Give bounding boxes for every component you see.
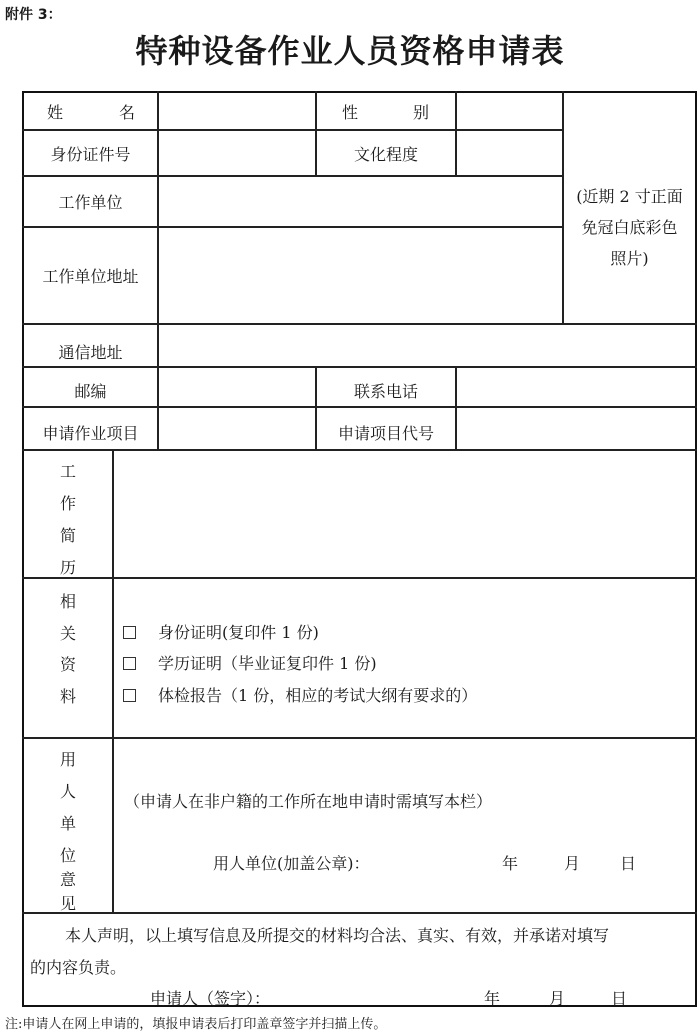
- phone-field[interactable]: [457, 368, 695, 406]
- attachment-label: 附件 3：: [5, 7, 62, 23]
- gender-label-char: 别: [412, 102, 429, 122]
- signature-date-day: 日: [611, 989, 628, 1008]
- employer-opinion-label: [58, 747, 78, 915]
- label-char: 意: [59, 870, 76, 889]
- phone-label: 联系电话: [353, 381, 418, 401]
- apply-code-label: 申请项目代号: [337, 424, 434, 443]
- photo-hint-line2: 免冠白底彩色: [581, 218, 678, 237]
- label-char: 料: [59, 686, 76, 706]
- employer-field[interactable]: [159, 177, 562, 226]
- apply-item-label: 申请作业项目: [42, 424, 139, 443]
- materials-item-education-proof: 学历证明（毕业证复印件 1 份): [158, 654, 377, 673]
- apply-item-field[interactable]: [159, 408, 315, 449]
- id-number-label: 身份证件号: [50, 144, 131, 164]
- name-field[interactable]: [159, 93, 315, 129]
- grid-line: [22, 577, 697, 579]
- label-char: 关: [59, 623, 76, 643]
- employer-address-field[interactable]: [159, 228, 562, 323]
- label-char: 人: [59, 782, 76, 801]
- signature-label: 申请人（签字）：: [150, 989, 271, 1008]
- postcode-label: 邮编: [74, 381, 107, 401]
- name-label-char: 名: [118, 102, 135, 122]
- label-char: 相: [59, 592, 76, 611]
- employer-label: 工作单位: [58, 193, 123, 212]
- label-char: 历: [59, 558, 76, 577]
- name-label: [24, 93, 157, 129]
- work-history-field[interactable]: [114, 451, 695, 577]
- materials-label: [58, 589, 78, 715]
- materials-item-medical-report: 体检报告（1 份，相应的考试大纲有要求的）: [158, 686, 478, 705]
- label-char: 用: [59, 750, 76, 769]
- label-char: 资: [59, 655, 76, 674]
- postcode-field[interactable]: [159, 368, 315, 406]
- employer-date-month: 月: [564, 854, 581, 873]
- label-char: 作: [59, 494, 76, 513]
- signature-date-month: 月: [549, 989, 566, 1008]
- gender-field[interactable]: [457, 93, 562, 129]
- grid-line: [22, 912, 697, 914]
- employer-seal-field[interactable]: [390, 845, 490, 875]
- label-char: 单: [59, 814, 76, 833]
- label-char: 工: [59, 462, 76, 481]
- signature-date-year: 年: [484, 989, 501, 1008]
- name-label-char: 姓: [47, 102, 64, 122]
- checkbox-medical-report[interactable]: [123, 689, 136, 702]
- page-title: 特种设备作业人员资格申请表: [135, 32, 565, 70]
- employer-date-year: 年: [502, 854, 519, 873]
- employer-opinion-hint: （申请人在非户籍的工作所在地申请时需填写本栏）: [124, 792, 493, 811]
- signature-field[interactable]: [290, 982, 470, 1006]
- label-char: 简: [59, 526, 76, 545]
- materials-item-id-proof: 身份证明(复印件 1 份): [158, 623, 319, 642]
- label-char: 位: [59, 846, 76, 865]
- checkbox-education-proof[interactable]: [123, 657, 136, 670]
- photo-hint-line1: (近期 2 寸正面: [576, 187, 683, 206]
- declaration-line1: 本人声明，以上填写信息及所提交的材料均合法、真实、有效，并承诺对填写: [65, 926, 610, 945]
- mailing-address-field[interactable]: [159, 325, 695, 366]
- grid-line: [22, 737, 697, 739]
- footer-note: 注:申请人在网上申请的，填报申请表后打印盖章签字并扫描上传。: [5, 1017, 387, 1032]
- employer-address-label: 工作单位地址: [42, 267, 139, 286]
- education-label: 文化程度: [353, 144, 418, 164]
- work-history-label: [58, 459, 78, 587]
- photo-hint-line3: 照片): [610, 249, 649, 268]
- gender-label: [317, 93, 455, 129]
- declaration-line2: 的内容负责。: [30, 958, 127, 977]
- label-char: 见: [59, 894, 76, 913]
- employer-seal-label: 用人单位(加盖公章)：: [213, 854, 370, 873]
- checkbox-id-proof[interactable]: [123, 626, 136, 639]
- education-field[interactable]: [457, 131, 562, 175]
- id-number-field[interactable]: [159, 131, 315, 175]
- gender-label-char: 性: [342, 102, 359, 122]
- employer-date-day: 日: [620, 854, 637, 873]
- apply-code-field[interactable]: [457, 408, 695, 449]
- mailing-address-label: 通信地址: [58, 343, 123, 362]
- photo-placeholder[interactable]: [564, 181, 695, 274]
